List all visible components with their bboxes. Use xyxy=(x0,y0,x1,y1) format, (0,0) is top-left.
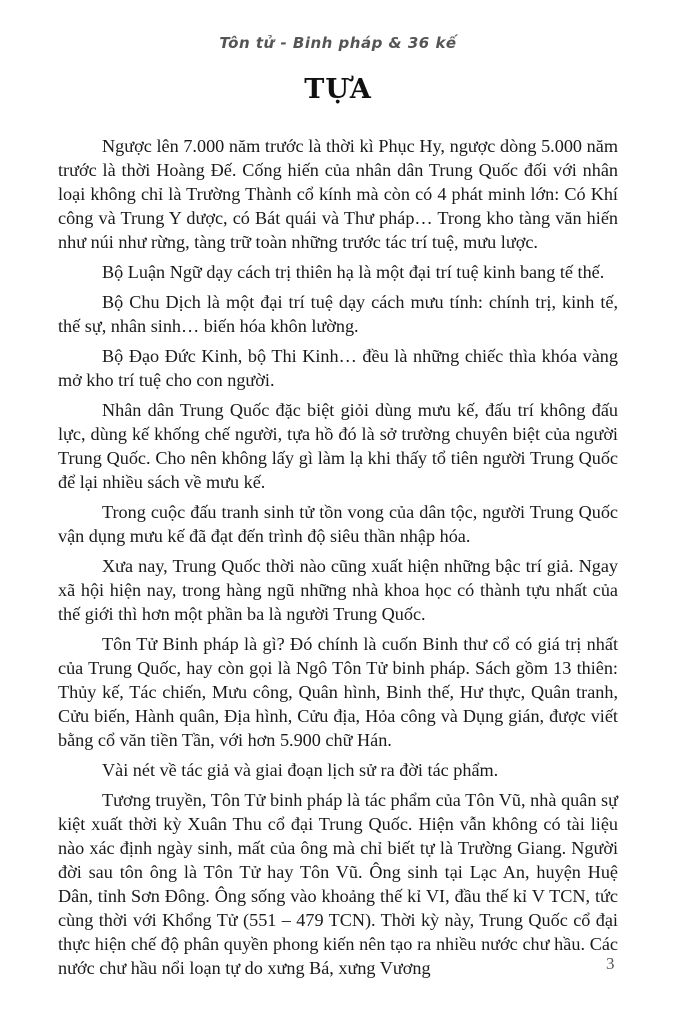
paragraph: Tôn Tử Binh pháp là gì? Đó chính là cuốn Binh thư cổ có giá trị nhất của Trung Quốc, hay còn gọi là Ngô Tôn Tử binh pháp. Sách gồm 13 thiên: Thủy kế, Tác chiến, Mưu công, Quân hình, Binh thế, Hư thực, Quân tranh, Cửu biến, Hành quân, Địa hình, Cửu địa, Hỏa công và Dụng gián, được viết bằng cổ văn tiền Tần, với hơn 5.900 chữ Hán. xyxy=(58,634,618,750)
body-text xyxy=(58,134,618,986)
paragraph: Bộ Luận Ngữ dạy cách trị thiên hạ là một đại trí tuệ kinh bang tế thế. xyxy=(102,262,605,282)
paragraph: Tương truyền, Tôn Tử binh pháp là tác phẩm của Tôn Vũ, nhà quân sự kiệt xuất thời kỳ Xuân Thu cổ đại Trung Quốc. Hiện vẫn không có tài liệu nào xác định ngày sinh, mất của ông mà chỉ biết tự là Trường Giang. Người đời sau tôn ông là Tôn Tử hay Tôn Vũ. Ông sinh tại Lạc An, huyện Huệ Dân, tỉnh Sơn Đông. Ông sống vào khoảng thế kỉ VI, đầu thế kỉ V TCN, tức cùng thời với Khổng Tử (551 – 479 TCN). Thời kỳ này, Trung Quốc cổ đại thực hiện chế độ phân quyền phong kiến nên tạo ra nhiều nước chư hầu. Các nước chư hầu nổi loạn tự do xưng Bá, xưng Vương xyxy=(58,790,618,978)
paragraph: Bộ Chu Dịch là một đại trí tuệ dạy cách mưu tính: chính trị, kinh tế, thế sự, nhân sinh… biến hóa khôn lường. xyxy=(58,292,618,336)
paragraph: Bộ Đạo Đức Kinh, bộ Thi Kinh… đều là những chiếc thìa khóa vàng mở kho trí tuệ cho con người. xyxy=(58,346,618,390)
paragraph: Ngược lên 7.000 năm trước là thời kì Phục Hy, ngược dòng 5.000 năm trước là thời Hoàng Đế. Cống hiến của nhân dân Trung Quốc đối với nhân loại không chỉ là Trường Thành cổ kính mà còn có 4 phát minh lớn: Có Khí công và Trung Y dược, có Bát quái và Thư pháp… Trong kho tàng văn hiến như núi như rừng, tàng trữ toàn những trước tác trí tuệ, mưu lược. xyxy=(58,136,618,252)
running-header: Tôn tử - Binh pháp & 36 kế xyxy=(219,34,457,52)
chapter-title: TỰA xyxy=(304,74,372,105)
paragraph: Xưa nay, Trung Quốc thời nào cũng xuất hiện những bậc trí giả. Ngay xã hội hiện nay, trong hàng ngũ những nhà khoa học có thành tựu nhất của thế giới thì hơn một phần ba là người Trung Quốc. xyxy=(58,556,618,624)
paragraph: Vài nét về tác giả và giai đoạn lịch sử ra đời tác phẩm. xyxy=(102,760,499,780)
paragraph: Nhân dân Trung Quốc đặc biệt giỏi dùng mưu kế, đấu trí không đấu lực, dùng kế khống chế người, tựa hồ đó là sở trường chuyên biệt của người Trung Quốc. Cho nên không lấy gì làm lạ khi thấy tổ tiên người Trung Quốc để lại nhiều sách về mưu kế. xyxy=(58,400,618,492)
page-number: 3 xyxy=(606,954,615,973)
paragraph: Trong cuộc đấu tranh sinh tử tồn vong của dân tộc, người Trung Quốc vận dụng mưu kế đã đạt đến trình độ siêu thần nhập hóa. xyxy=(58,502,618,546)
